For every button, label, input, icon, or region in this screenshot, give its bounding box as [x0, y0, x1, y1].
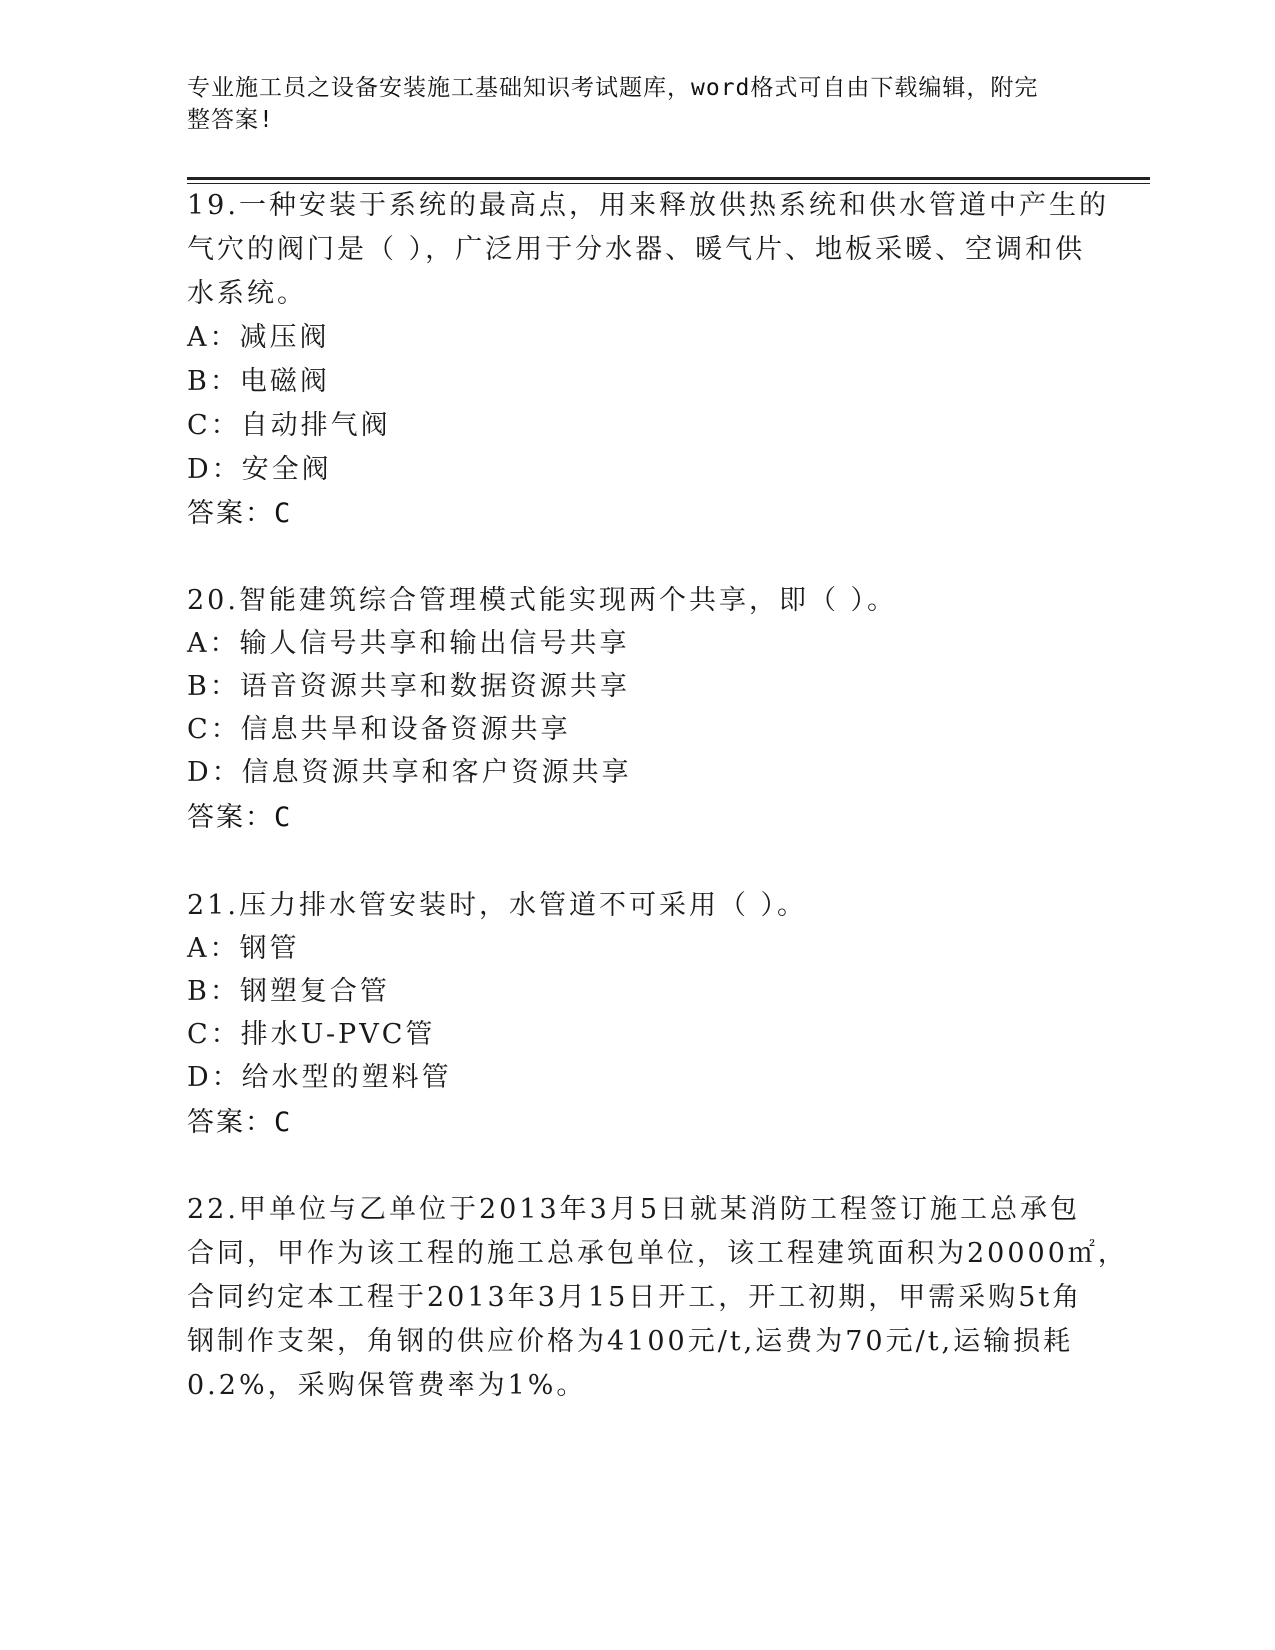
question-19-option-c: C：自动排气阀	[187, 410, 391, 441]
document-header	[187, 72, 1067, 136]
question-20-option-d: D：信息资源共享和客户资源共享	[187, 757, 632, 788]
question-21-option-b: B：钢塑复合管	[187, 976, 390, 1007]
answer-value: C	[274, 1107, 293, 1138]
question-21-option-d: D：给水型的塑料管	[187, 1062, 452, 1093]
answer-value: C	[274, 802, 293, 833]
question-22-line-5: 0.2%，采购保管费率为1%。	[187, 1370, 587, 1401]
question-21-line-1: 21.压力排水管安装时，水管道不可采用（ ）。	[187, 890, 808, 921]
question-21-option-a: A：钢管	[187, 933, 300, 964]
answer-label: 答案：	[187, 1107, 274, 1138]
header-line-1: 专业施工员之设备安装施工基础知识考试题库，word格式可自由下载编辑，附完	[187, 75, 1039, 101]
question-20-option-b: B：语音资源共享和数据资源共享	[187, 671, 630, 702]
answer-label: 答案：	[187, 498, 274, 529]
question-20-option-c: C：信息共旱和设备资源共享	[187, 714, 571, 745]
question-20-line-1: 20.智能建筑综合管理模式能实现两个共享，即（ ）。	[187, 585, 898, 616]
question-19-line-2: 气穴的阀门是（ ），广泛用于分水器、暖气片、地板采暖、空调和供	[187, 234, 1086, 265]
answer-value: C	[274, 498, 293, 529]
answer-label: 答案：	[187, 802, 274, 833]
question-22-line-3: 合同约定本工程于2013年3月15日开工，开工初期，甲需采购5t角	[187, 1282, 1083, 1313]
question-19-answer	[187, 491, 292, 537]
question-22-line-1: 22.甲单位与乙单位于2013年3月5日就某消防工程签订施工总承包	[187, 1194, 1081, 1225]
question-21-option-c: C：排水U-PVC管	[187, 1019, 436, 1050]
question-22-line-2: 合同，甲作为该工程的施工总承包单位，该工程建筑面积为20000㎡，	[187, 1238, 1128, 1269]
header-divider-thick	[187, 177, 1150, 180]
question-19-option-d: D：安全阀	[187, 454, 332, 485]
question-19-line-3: 水系统。	[187, 278, 307, 309]
question-20-option-a: A：输人信号共享和输出信号共享	[187, 628, 630, 659]
question-22-line-4: 钢制作支架，角钢的供应价格为4100元/t,运费为70元/t,运输损耗	[187, 1326, 1074, 1357]
header-line-2: 整答案!	[187, 107, 274, 133]
question-20-answer	[187, 795, 292, 841]
question-19-option-a: A：减压阀	[187, 322, 330, 353]
question-21-answer	[187, 1100, 292, 1146]
question-19-option-b: B：电磁阀	[187, 366, 330, 397]
question-19-line-1: 19.一种安装于系统的最高点，用来释放供热系统和供水管道中产生的	[187, 190, 1109, 221]
